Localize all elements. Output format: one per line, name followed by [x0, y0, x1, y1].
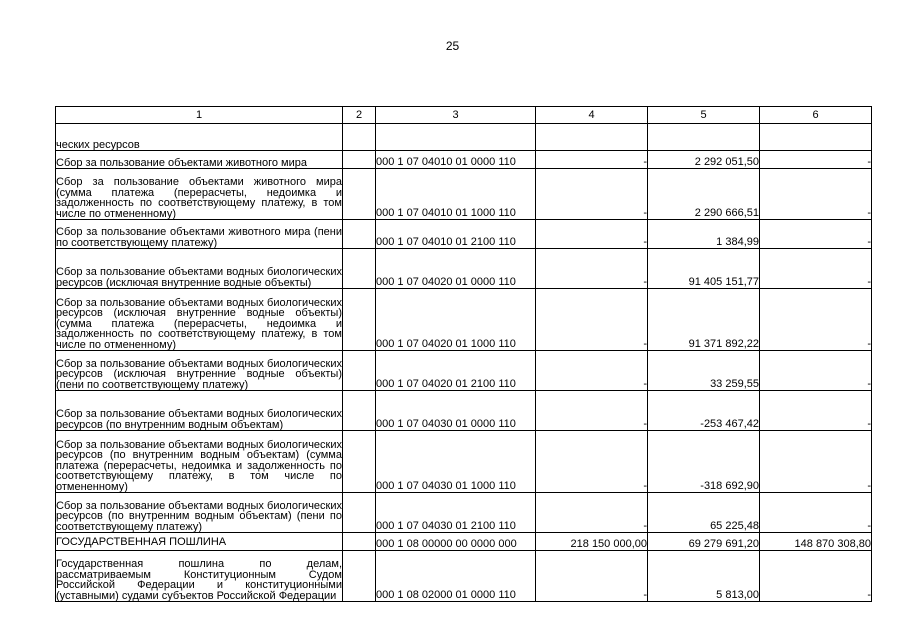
row-code: 000 1 07 04010 01 0000 110	[376, 151, 536, 169]
row-value-4: -	[536, 431, 648, 493]
row-name: ГОСУДАРСТВЕННАЯ ПОШЛИНА	[56, 533, 343, 551]
row-value-6	[760, 124, 872, 151]
header-col-1: 1	[56, 107, 343, 124]
row-name: ческих ресурсов	[56, 124, 343, 151]
row-value-5: 5 813,00	[648, 551, 760, 602]
row-value-4: -	[536, 351, 648, 391]
row-code: 000 1 07 04030 01 0000 110	[376, 391, 536, 431]
row-value-4: -	[536, 493, 648, 533]
row-value-4: -	[536, 391, 648, 431]
row-col2	[343, 391, 376, 431]
header-col-4: 4	[536, 107, 648, 124]
table-row	[56, 493, 872, 533]
table-row	[56, 351, 872, 391]
header-col-2: 2	[343, 107, 376, 124]
row-value-5: 33 259,55	[648, 351, 760, 391]
table-row	[56, 289, 872, 351]
row-code: 000 1 07 04020 01 2100 110	[376, 351, 536, 391]
table-row	[56, 533, 872, 551]
row-value-4: 218 150 000,00	[536, 533, 648, 551]
header-row	[56, 107, 872, 124]
row-name: Сбор за пользование объектами животного мира (сумма платежа (перерасчеты, недоимка и задолженность по соответствующему платежу, в том числе по отмененному)	[56, 169, 343, 220]
row-value-4	[536, 124, 648, 151]
header-col-6: 6	[760, 107, 872, 124]
row-col2	[343, 533, 376, 551]
table-row	[56, 169, 872, 220]
row-code: 000 1 07 04030 01 1000 110	[376, 431, 536, 493]
row-code: 000 1 07 04010 01 2100 110	[376, 220, 536, 249]
row-col2	[343, 493, 376, 533]
row-code: 000 1 08 02000 01 0000 110	[376, 551, 536, 602]
row-code	[376, 124, 536, 151]
row-value-4: -	[536, 151, 648, 169]
row-col2	[343, 289, 376, 351]
row-name: Сбор за пользование объектами водных биологических ресурсов (по внутренним водным объектам) (сумма платежа (перерасчеты, недоимка и задолженность по соответствующему платежу, в том числе по отмененному)	[56, 431, 343, 493]
row-value-6: -	[760, 431, 872, 493]
row-col2	[343, 551, 376, 602]
row-col2	[343, 220, 376, 249]
page-number: 25	[445, 39, 460, 53]
table-row	[56, 151, 872, 169]
row-code: 000 1 07 04020 01 0000 110	[376, 249, 536, 289]
table-row	[56, 124, 872, 151]
header-col-3: 3	[376, 107, 536, 124]
row-name: Сбор за пользование объектами животного мира (пени по соответствующему платежу)	[56, 220, 343, 249]
row-value-6: -	[760, 249, 872, 289]
row-value-6: -	[760, 551, 872, 602]
row-value-5: 69 279 691,20	[648, 533, 760, 551]
row-col2	[343, 249, 376, 289]
row-name: Сбор за пользование объектами водных биологических ресурсов (исключая внутренние водные объекты)	[56, 249, 343, 289]
table-row	[56, 391, 872, 431]
row-name: Государственная пошлина по делам, рассматриваемым Конституционным Судом Российской Федерации и конституционными (уставными) судами субъектов Российской Федерации	[56, 551, 343, 602]
row-value-5: 91 405 151,77	[648, 249, 760, 289]
row-col2	[343, 151, 376, 169]
row-value-6: -	[760, 493, 872, 533]
table-row	[56, 431, 872, 493]
row-value-5	[648, 124, 760, 151]
row-value-5: 2 290 666,51	[648, 169, 760, 220]
table-row	[56, 551, 872, 602]
row-value-5: 2 292 051,50	[648, 151, 760, 169]
row-col2	[343, 169, 376, 220]
row-value-4: -	[536, 249, 648, 289]
row-value-6: -	[760, 151, 872, 169]
row-value-5: 65 225,48	[648, 493, 760, 533]
row-value-4: -	[536, 220, 648, 249]
header-col-5: 5	[648, 107, 760, 124]
row-col2	[343, 351, 376, 391]
budget-table	[55, 106, 872, 602]
row-name: Сбор за пользование объектами водных биологических ресурсов (по внутренним водным объектам)	[56, 391, 343, 431]
row-name: Сбор за пользование объектами водных биологических ресурсов (исключая внутренние водные объекты) (сумма платежа (перерасчеты, недоимка и задолженность по соответствующему платежу, в том числе по отмененному)	[56, 289, 343, 351]
row-code: 000 1 07 04010 01 1000 110	[376, 169, 536, 220]
row-value-6: -	[760, 391, 872, 431]
row-name: Сбор за пользование объектами водных биологических ресурсов (исключая внутренние водные объекты) (пени по соответствующему платежу)	[56, 351, 343, 391]
table-row	[56, 220, 872, 249]
row-value-6: 148 870 308,80	[760, 533, 872, 551]
row-code: 000 1 07 04030 01 2100 110	[376, 493, 536, 533]
row-value-5: 1 384,99	[648, 220, 760, 249]
row-name: Сбор за пользование объектами водных биологических ресурсов (по внутренним водным объектам) (пени по соответствующему платежу)	[56, 493, 343, 533]
row-code: 000 1 08 00000 00 0000 000	[376, 533, 536, 551]
row-value-5: 91 371 892,22	[648, 289, 760, 351]
table-header	[56, 107, 872, 124]
row-code: 000 1 07 04020 01 1000 110	[376, 289, 536, 351]
row-value-5: -318 692,90	[648, 431, 760, 493]
row-value-6: -	[760, 351, 872, 391]
table-body	[56, 124, 872, 602]
row-name: Сбор за пользование объектами животного мира	[56, 151, 343, 169]
table-row	[56, 249, 872, 289]
row-col2	[343, 124, 376, 151]
row-col2	[343, 431, 376, 493]
row-value-6: -	[760, 289, 872, 351]
row-value-6: -	[760, 169, 872, 220]
row-value-4: -	[536, 551, 648, 602]
row-value-4: -	[536, 289, 648, 351]
row-value-5: -253 467,42	[648, 391, 760, 431]
row-value-4: -	[536, 169, 648, 220]
row-value-6: -	[760, 220, 872, 249]
